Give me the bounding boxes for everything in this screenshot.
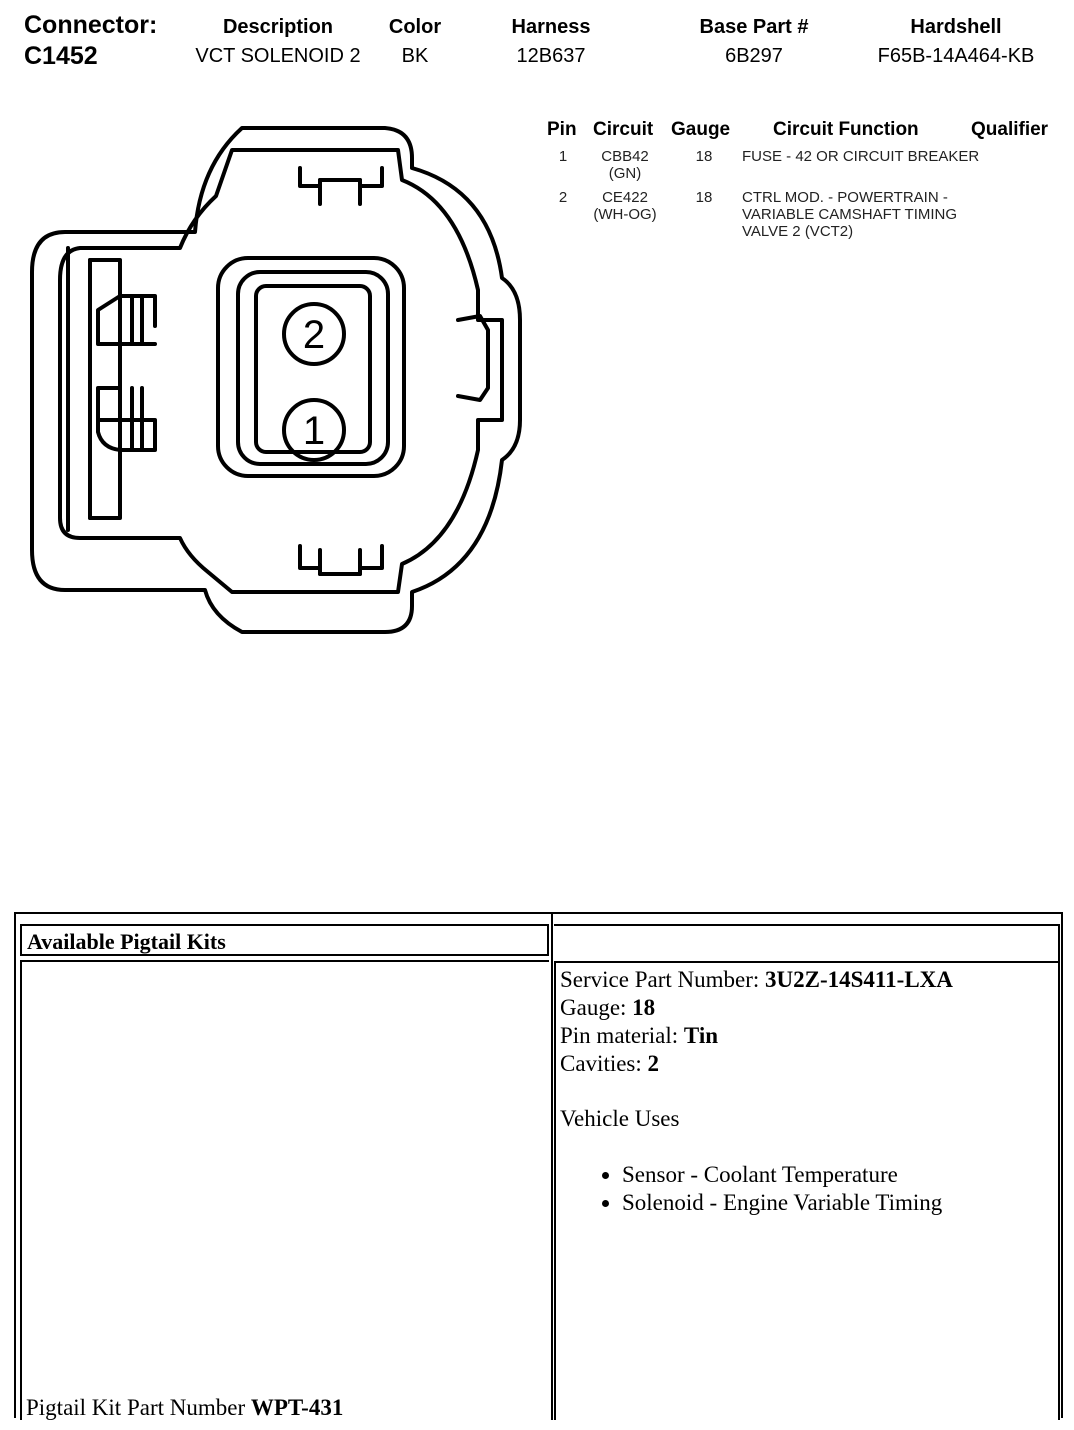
connector-outer-shell [32,128,520,632]
top-key [300,168,382,186]
list-item: • Solenoid - Engine Variable Timing [622,1189,942,1217]
connector-inner-shell [60,150,502,592]
cavities-label: Cavities: [560,1051,648,1076]
pigtail-details-box [554,961,1060,1420]
description-heading: Description [222,16,334,38]
service-part-label: Service Part Number: [560,967,766,992]
pigtail-kits-section [14,912,1063,1418]
service-part-value: 3U2Z-14S411-LXA [765,967,953,992]
column-divider [551,914,553,1420]
circuit-cell [580,189,670,223]
gauge-header: Gauge [671,119,731,140]
circuit-function-header: Circuit Function [773,119,919,140]
connector-face-diagram [20,120,530,640]
connector-header [0,0,1074,80]
vehicle-uses-label: Vehicle Uses [560,1106,680,1131]
pigtail-title-box [20,924,549,956]
circuit-cell [580,148,670,182]
pigtail-title: Available Pigtail Kits [27,929,226,954]
pigtail-details [560,966,953,1078]
base-part-value: 6B297 [725,45,783,67]
connector-id: C1452 [24,42,98,70]
hardshell-heading: Hardshell [910,16,1002,38]
list-item: • Sensor - Coolant Temperature [622,1161,942,1189]
kit-part-label: Pigtail Kit Part Number [26,1395,251,1420]
pin-2-label: 2 [302,313,326,357]
circuit-function-cell: FUSE - 42 OR CIRCUIT BREAKER [742,148,980,165]
base-part-heading: Base Part # [699,16,809,38]
pin-1-label: 1 [302,409,326,453]
circuit-header: Circuit [593,119,654,140]
circuit-code: CBB42 [601,148,649,165]
gauge-label: Gauge: [560,995,633,1020]
pin-material-label: Pin material: [560,1023,684,1048]
harness-value: 12B637 [516,45,586,67]
hardshell-value: F65B-14A464-KB [877,45,1035,67]
color-heading: Color [388,16,442,38]
gauge-value: 18 [632,995,656,1020]
pin-number: 1 [558,148,568,165]
color-value: BK [401,45,429,67]
kit-part-value: WPT-431 [250,1395,344,1420]
pigtail-image-area [20,960,549,1420]
gauge-cell: 18 [695,189,713,206]
connector-label: Connector: [24,11,158,39]
pigtail-kit-part-number [26,1394,343,1422]
circuit-function-cell: CTRL MOD. - POWERTRAIN - VARIABLE CAMSHAFT TIMING VALVE 2 (VCT2) [742,189,958,240]
pin-material-value: Tin [683,1023,719,1048]
pin-number: 2 [558,189,568,206]
right-tab [458,316,488,400]
vehicle-uses-list [594,1161,942,1217]
pigtail-right-header-box [554,924,1060,964]
circuit-code: CE422 [602,189,648,206]
cavities-value: 2 [647,1051,660,1076]
qualifier-header: Qualifier [971,119,1049,140]
pin-header: Pin [547,119,577,140]
bottom-key [300,546,382,574]
description-value: VCT SOLENOID 2 [195,45,361,67]
harness-heading: Harness [511,16,591,38]
gauge-cell: 18 [695,148,713,165]
circuit-color: (WH-OG) [593,206,657,223]
circuit-color: (GN) [608,165,642,182]
